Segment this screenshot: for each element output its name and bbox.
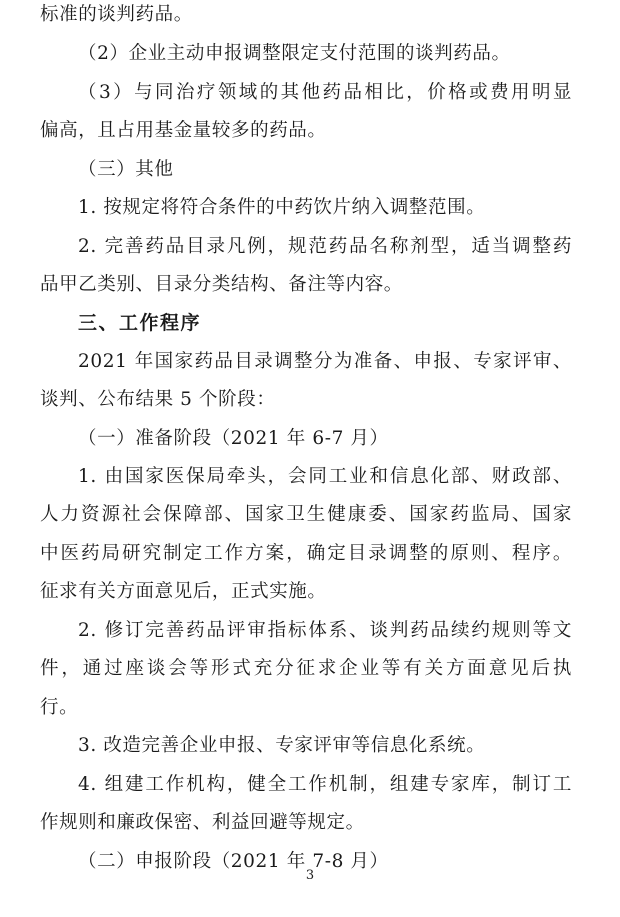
subsection-heading: （一）准备阶段（2021 年 6-7 月）	[78, 428, 389, 449]
text-line: 件，通过座谈会等形式充分征求企业等有关方面意见后执	[40, 658, 572, 679]
text-line: 标准的谈判药品。	[40, 4, 193, 25]
text-line: 1. 按规定将符合条件的中药饮片纳入调整范围。	[78, 197, 486, 218]
text-line: （2）企业主动申报调整限定支付范围的谈判药品。	[78, 43, 511, 64]
text-line: 作规则和廉政保密、利益回避等规定。	[40, 812, 365, 833]
text-line: 偏高，且占用基金量较多的药品。	[40, 120, 327, 141]
page-number: 3	[305, 868, 315, 883]
text-line: 征求有关方面意见后，正式实施。	[40, 581, 327, 602]
text-line: （3）与同治疗领域的其他药品相比，价格或费用明显	[78, 82, 572, 103]
text-line: 中医药局研究制定工作方案，确定目录调整的原则、程序。	[40, 543, 572, 564]
text-line: 行。	[40, 697, 79, 718]
text-line: 谈判、公布结果 5 个阶段：	[40, 389, 276, 410]
text-line: 4. 组建工作机构，健全工作机制，组建专家库，制订工	[78, 774, 572, 795]
subsection-heading: （三）其他	[78, 159, 174, 180]
text-line: 人力资源社会保障部、国家卫生健康委、国家药监局、国家	[40, 504, 572, 525]
text-line: 2021 年国家药品目录调整分为准备、申报、专家评审、	[78, 351, 572, 372]
section-heading: 三、工作程序	[78, 312, 202, 334]
text-line: 品甲乙类别、目录分类结构、备注等内容。	[40, 274, 403, 295]
text-line: 2. 修订完善药品评审指标体系、谈判药品续约规则等文	[78, 620, 572, 641]
text-line: 2. 完善药品目录凡例，规范药品名称剂型，适当调整药	[78, 236, 572, 257]
text-line: 3. 改造完善企业申报、专家评审等信息化系统。	[78, 735, 486, 756]
text-line: 1. 由国家医保局牵头，会同工业和信息化部、财政部、	[78, 466, 572, 487]
subsection-heading: （二）申报阶段（2021 年 7-8 月）	[78, 851, 389, 872]
